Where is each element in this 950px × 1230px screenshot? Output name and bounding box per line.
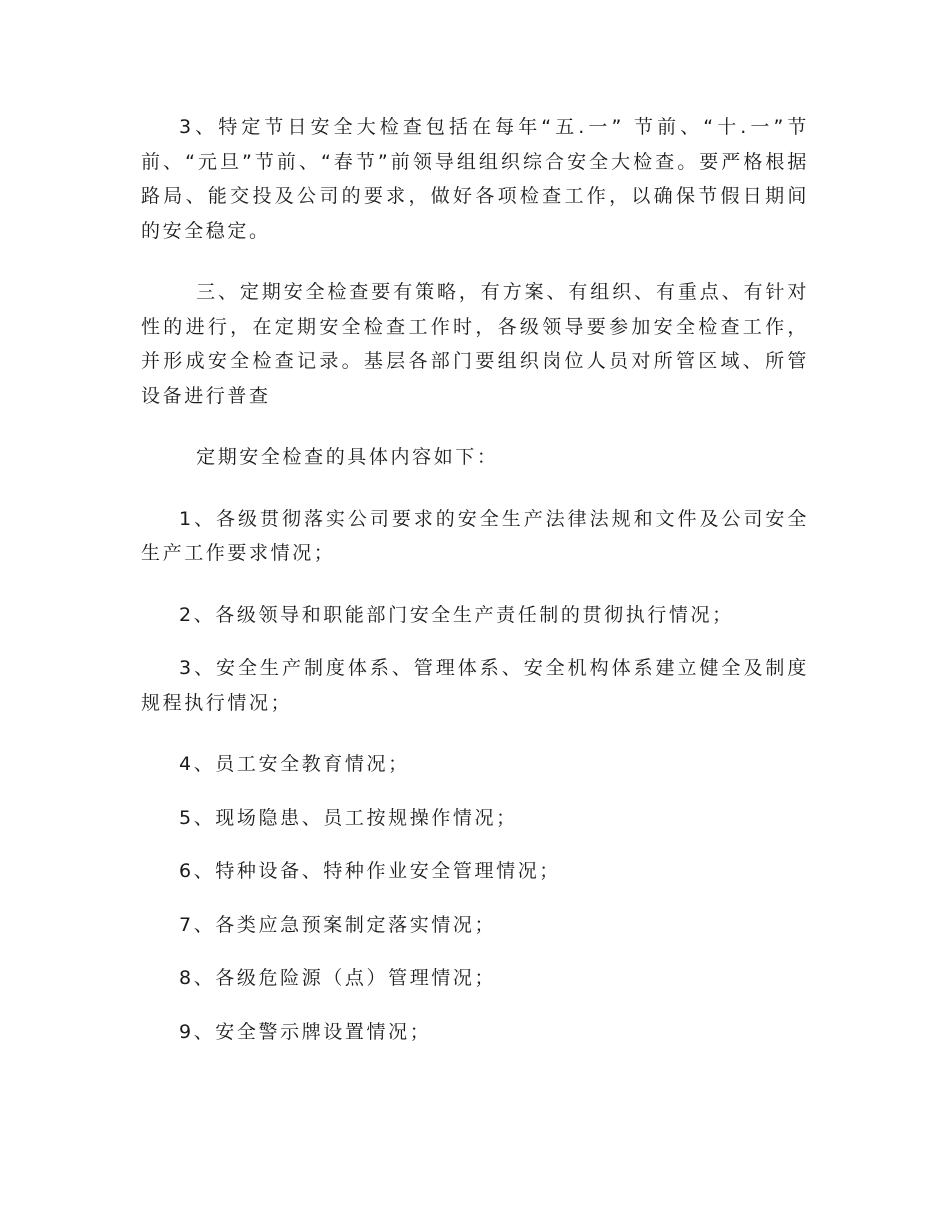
list-item-3: 3、安全生产制度体系、管理体系、安全机构体系建立健全及制度规程执行情况； [141,657,809,714]
document-body [141,110,809,1068]
list-item-4: 4、员工安全教育情况； [179,753,410,775]
list-item-5: 5、现场隐患、员工按规操作情况； [179,806,518,829]
list-item-2: 2、各级领导和职能部门安全生产责任制的贯彻执行情况； [179,603,734,626]
list-item-1: 1、各级贯彻落实公司要求的安全生产法律法规和文件及公司安全生产工作要求情况； [141,507,809,564]
paragraph-holiday-inspection: 3、特定节日安全大检查包括在每年“五.一” 节前、“十.一”节前、“元旦”节前、“春节”前领导组组织综合安全大检查。要严格根据路局、能交投及公司的要求，做好各项检查工作，以确保节假日期间的安全稳定。 [141,116,809,242]
list-item-7: 7、各类应急预案制定落实情况； [179,913,497,936]
list-item-8: 8、各级危险源（点）管理情况； [179,967,497,989]
list-item-9: 9、安全警示牌设置情况； [179,1020,432,1043]
paragraph-periodic-inspection: 三、定期安全检查要有策略，有方案、有组织、有重点、有针对性的进行，在定期安全检查工作时，各级领导要参加安全检查工作，并形成安全检查记录。基层各部门要组织岗位人员对所管区域、所管设备进行普查 [141,281,809,407]
list-item-6: 6、特种设备、特种作业安全管理情况； [179,860,561,882]
paragraph-contents-intro: 定期安全检查的具体内容如下： [196,446,499,468]
